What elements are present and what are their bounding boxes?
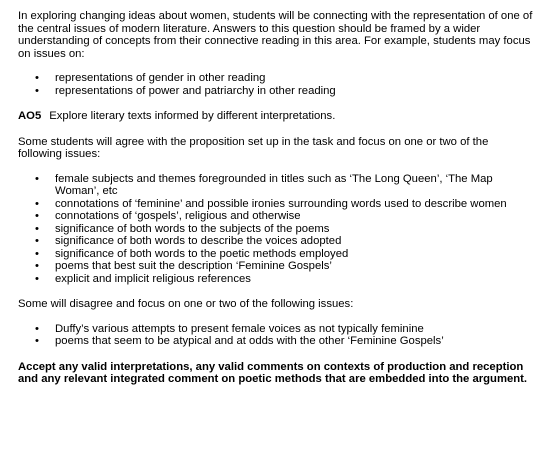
list-item: • explicit and implicit religious references xyxy=(18,273,533,286)
closing-paragraph: Accept any valid interpretations, any valid comments on contexts of production and reception and any relevant integrated comment on poetic methods that are embedded into the argument. xyxy=(18,360,528,385)
ao5-text: Explore literary texts informed by different interpretations. xyxy=(49,110,336,122)
list-item: • connotations of ‘gospels’, religious and otherwise xyxy=(18,210,533,223)
list-item: • significance of both words to the subjects of the poems xyxy=(18,223,533,236)
list-item: • representations of power and patriarchy in other reading xyxy=(18,85,533,98)
list-item: • significance of both words to describe the voices adopted xyxy=(18,235,533,248)
agree-bullet-list xyxy=(18,173,533,286)
list-item: • connotations of ‘feminine’ and possible ironies surrounding words used to describe women xyxy=(18,198,533,211)
list-item: • Duffy’s various attempts to present female voices as not typically feminine xyxy=(18,323,533,336)
list-item: • poems that best suit the description ‘Feminine Gospels’ xyxy=(18,260,533,273)
disagree-intro-paragraph: Some will disagree and focus on one or two of the following issues: xyxy=(18,298,354,310)
ao5-line xyxy=(18,110,533,123)
agree-intro-paragraph: Some students will agree with the proposition set up in the task and focus on one or two of the following issues: xyxy=(18,135,489,160)
disagree-bullet-list xyxy=(18,323,533,348)
list-item: • female subjects and themes foregrounded in titles such as ‘The Long Queen’, ‘The Map Woman’, etc xyxy=(18,173,533,198)
intro-bullet-list xyxy=(18,72,533,97)
intro-paragraph: In exploring changing ideas about women, students will be connecting with the representation of one of the central issues of modern literature. Answers to this question should be framed by a wider understanding of concepts from their connective reading in this area. For example, students may focus on issues on: xyxy=(18,10,533,60)
list-item: • significance of both words to the poetic methods employed xyxy=(18,248,533,261)
list-item: • representations of gender in other reading xyxy=(18,72,533,85)
list-item: • poems that seem to be atypical and at odds with the other ‘Feminine Gospels’ xyxy=(18,335,533,348)
ao5-label: AO5 xyxy=(18,110,42,122)
